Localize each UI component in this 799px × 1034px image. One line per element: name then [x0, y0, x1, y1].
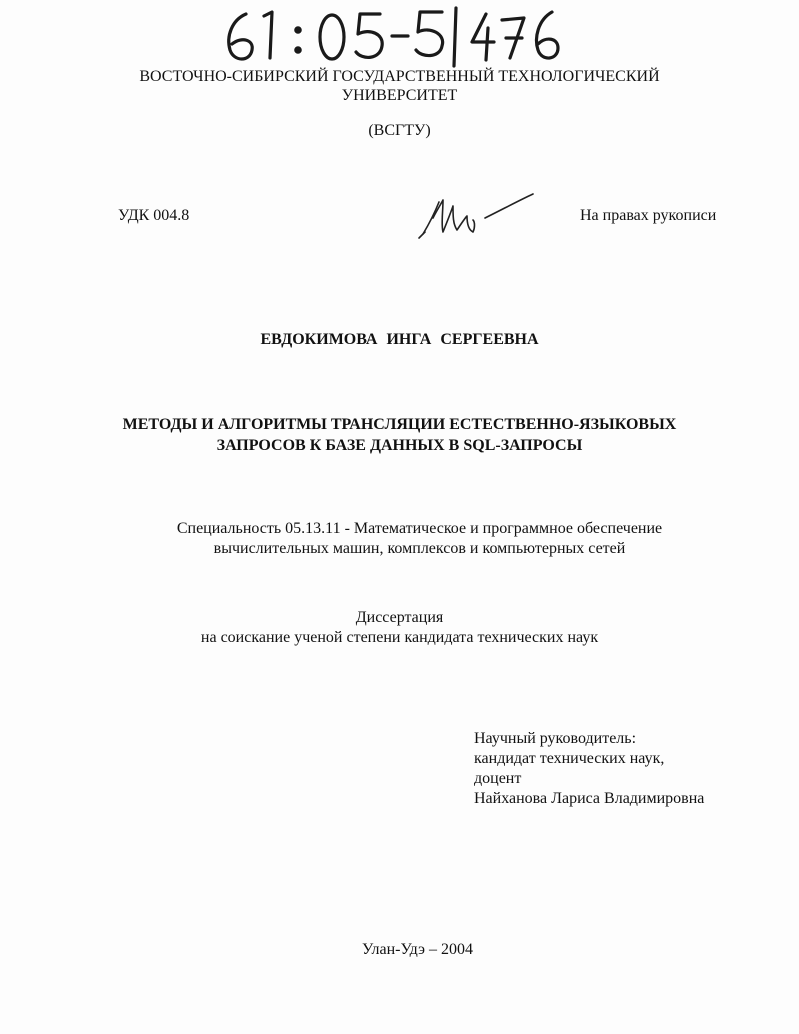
supervisor-role: Научный руководитель: — [474, 730, 637, 747]
supervisor-name: Найханова Лариса Владимировна — [474, 790, 705, 807]
dissertation-type — [0, 608, 799, 648]
city-year: Улан-Удэ – 2004 — [362, 941, 473, 958]
supervisor-block — [474, 729, 704, 809]
supervisor-degree: кандидат технических наук, — [474, 750, 665, 767]
specialty-line-2: вычислительных машин, комплексов и компьютерных сетей — [213, 540, 626, 557]
university-name — [0, 67, 799, 105]
specialty — [40, 519, 799, 559]
supervisor-rank: доцент — [474, 770, 522, 787]
title-line-1: МЕТОДЫ И АЛГОРИТМЫ ТРАНСЛЯЦИИ ЕСТЕСТВЕННО-ЯЗЫКОВЫХ — [122, 416, 677, 433]
manuscript-rights-label: На правах рукописи — [580, 207, 717, 224]
handwritten-signature — [415, 188, 540, 246]
handwritten-archive-number — [220, 6, 580, 68]
author-name: ЕВДОКИМОВА ИНГА СЕРГЕЕВНА — [260, 331, 539, 348]
specialty-line-1: Специальность 05.13.11 - Математическое и программное обеспечение — [176, 520, 663, 537]
dissertation-title — [0, 414, 799, 456]
title-line-2: ЗАПРОСОВ К БАЗЕ ДАННЫХ В SQL-ЗАПРОСЫ — [216, 437, 583, 454]
dissertation-line-1: Диссертация — [355, 609, 444, 626]
udk-code: УДК 004.8 — [118, 207, 190, 224]
dissertation-line-2: на соискание ученой степени кандидата технических наук — [200, 629, 599, 646]
university-abbreviation: (ВСГТУ) — [368, 122, 431, 139]
university-line-2: УНИВЕРСИТЕТ — [341, 87, 458, 104]
university-line-1: ВОСТОЧНО-СИБИРСКИЙ ГОСУДАРСТВЕННЫЙ ТЕХНОЛОГИЧЕСКИЙ — [139, 68, 660, 85]
